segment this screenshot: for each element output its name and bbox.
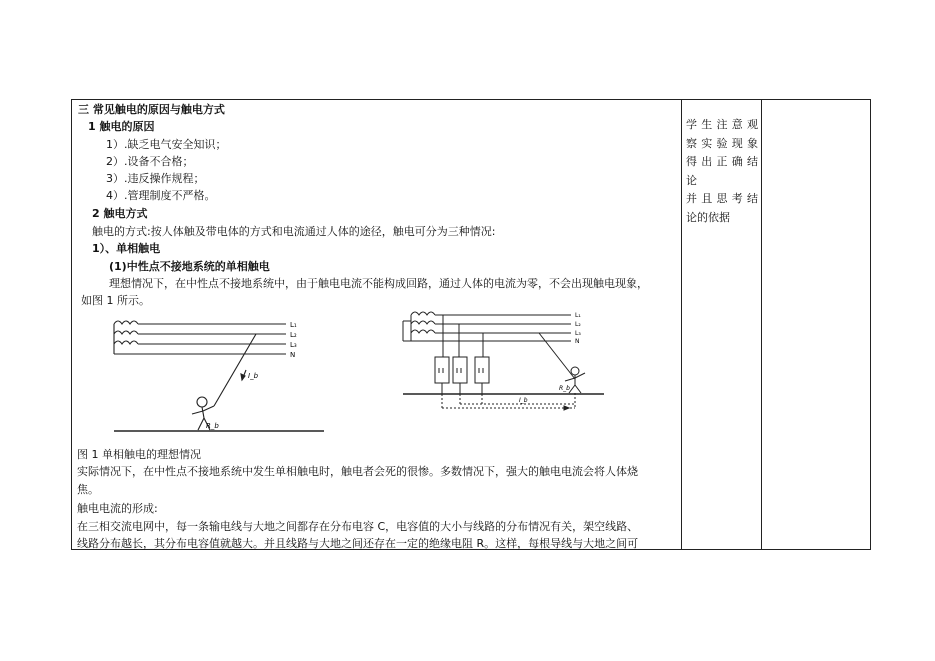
current-label: I_b <box>248 372 259 380</box>
lesson-table <box>71 99 871 550</box>
paragraph-2: 实际情况下，在中性点不接地系统中发生单相触电时，触电者会死的很惨。多数情况下，强大的触电电流会将人体烧 <box>77 465 638 478</box>
column-divider-1 <box>681 100 682 549</box>
content-cell <box>72 100 681 549</box>
modes-intro: 触电的方式:按人体触及带电体的方式和电流通过人体的途径，触电可分为三种情况: <box>92 225 496 238</box>
line-label-l2: L₂ <box>575 321 581 328</box>
paragraph-3-cont: 线路分布越长，其分布电容值就越大。并且线路与大地之间还存在一定的绝缘电阻 R。这样，每根导线与大地之间可 <box>77 537 639 550</box>
cause-item: 2）.设备不合格； <box>106 155 194 168</box>
note-line: 论 <box>686 173 697 187</box>
paragraph-1-cont: 如图 1 所示。 <box>81 294 150 307</box>
paragraph-2-cont: 焦。 <box>77 483 99 496</box>
note-line: 学生注意观 <box>686 118 758 131</box>
formation-title: 触电电流的形成: <box>77 502 158 515</box>
line-label-n: N <box>575 338 580 345</box>
paragraph-1: 理想情况下，在中性点不接地系统中，由于触电电流不能构成回路，通过人体的电流为零，不会出现触电现象， <box>109 277 648 290</box>
note-line: 得出正确结 <box>686 155 758 168</box>
paragraph-3: 在三相交流电网中，每一条输电线与大地之间都存在分布电容 C，电容值的大小与线路的分布情况有关，架空线路、 <box>77 520 639 533</box>
line-label-l3: L₃ <box>575 330 581 337</box>
figure-caption: 图 1 单相触电的理想情况 <box>77 448 201 461</box>
body-resistance-label: R_b <box>206 422 219 430</box>
section-heading: 三 常见触电的原因与触电方式 <box>78 103 225 116</box>
column-divider-2 <box>761 100 762 549</box>
modes-title: 2 触电方式 <box>92 207 148 220</box>
note-line: 察实验现象 <box>686 136 758 150</box>
current-label: I_b <box>519 397 528 404</box>
notes-cell <box>686 116 758 227</box>
figure-ideal-single-phase <box>106 314 336 438</box>
note-line: 并且思考结 <box>686 192 758 205</box>
cause-item: 4）.管理制度不严格。 <box>106 189 216 202</box>
line-label-l3: L₃ <box>290 341 297 349</box>
causes-title: 1 触电的原因 <box>88 120 155 133</box>
body-resistance-label: R_b <box>559 385 570 392</box>
line-label-n: N <box>290 351 296 359</box>
note-line: 论的依据 <box>686 210 730 224</box>
single-phase-title: 1）、单相触电 <box>92 242 161 255</box>
figure-actual-single-phase <box>399 307 629 419</box>
subsection-title: (1)中性点不接地系统的单相触电 <box>109 260 270 273</box>
line-label-l1: L₁ <box>290 321 297 329</box>
cause-item: 1）.缺乏电气安全知识； <box>106 138 227 151</box>
line-label-l1: L₁ <box>575 312 581 319</box>
line-label-l2: L₂ <box>290 331 297 339</box>
cause-item: 3）.违反操作规程； <box>106 172 205 185</box>
